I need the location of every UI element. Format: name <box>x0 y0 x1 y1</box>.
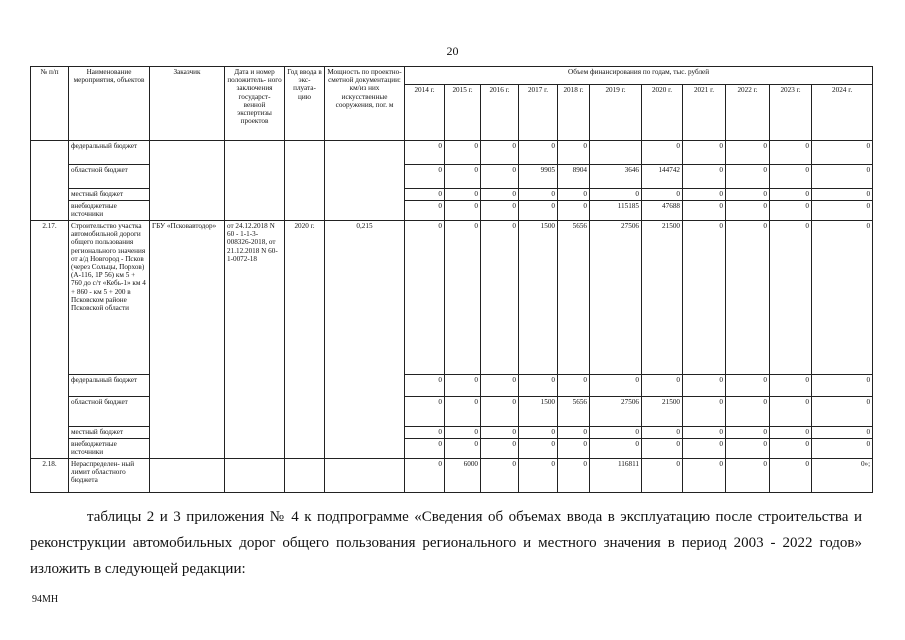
value-cell: 0 <box>405 439 445 459</box>
funding-source-label: местный бюджет <box>69 189 150 201</box>
value-cell: 0 <box>519 141 558 165</box>
customer-cell <box>150 141 225 221</box>
value-cell: 0 <box>770 397 812 427</box>
value-cell: 21500 <box>642 397 683 427</box>
value-cell: 0 <box>642 459 683 493</box>
value-cell: 5656 <box>558 397 590 427</box>
value-cell: 0 <box>445 189 481 201</box>
value-cell: 0 <box>770 375 812 397</box>
value-cell: 0 <box>770 439 812 459</box>
year-header: 2016 г. <box>481 85 519 141</box>
value-cell: 0 <box>812 375 873 397</box>
year-cell <box>285 141 325 221</box>
value-cell: 0 <box>683 189 726 201</box>
value-cell: 0 <box>445 221 481 375</box>
value-cell: 0 <box>812 189 873 201</box>
item-year: 2020 г. <box>285 221 325 459</box>
value-cell: 0 <box>481 141 519 165</box>
value-cell: 0 <box>683 375 726 397</box>
value-cell: 0 <box>445 165 481 189</box>
value-cell: 0 <box>726 459 770 493</box>
value-cell: 0 <box>683 439 726 459</box>
value-cell: 0 <box>519 189 558 201</box>
item-number: 2.17. <box>31 221 69 459</box>
value-cell: 0 <box>726 201 770 221</box>
value-cell: 0 <box>405 141 445 165</box>
value-cell: 0 <box>519 375 558 397</box>
value-cell: 116811 <box>590 459 642 493</box>
value-cell: 0 <box>770 201 812 221</box>
value-cell: 0 <box>683 221 726 375</box>
value-cell: 0 <box>481 397 519 427</box>
year-header: 2019 г. <box>590 85 642 141</box>
funding-source-label: областной бюджет <box>69 397 150 427</box>
item-customer <box>150 459 225 493</box>
value-cell <box>590 141 642 165</box>
value-cell: 27506 <box>590 221 642 375</box>
value-cell: 0 <box>405 189 445 201</box>
value-cell: 9905 <box>519 165 558 189</box>
financing-table <box>30 66 873 493</box>
footer-code: 94МН <box>32 594 59 605</box>
value-cell: 6000 <box>445 459 481 493</box>
value-cell: 0 <box>519 439 558 459</box>
value-cell: 27506 <box>590 397 642 427</box>
value-cell: 0 <box>405 375 445 397</box>
value-cell: 0 <box>481 439 519 459</box>
value-cell: 0 <box>726 141 770 165</box>
body-paragraph: таблицы 2 и 3 приложения № 4 к подпрограмме «Сведения об объемах ввода в эксплуатацию после строительства и реконструкции автомобильных дорог общего пользования регионального и местного значения в период 2003 - 2022 годов» изложить в следующей редакции: <box>30 509 862 577</box>
value-cell: 0 <box>770 189 812 201</box>
value-cell: 0 <box>558 201 590 221</box>
value-cell: 0 <box>683 165 726 189</box>
value-cell: 0 <box>812 221 873 375</box>
value-cell: 0 <box>812 427 873 439</box>
table-row <box>31 221 873 375</box>
value-cell: 0 <box>481 201 519 221</box>
value-cell: 0 <box>558 375 590 397</box>
value-cell: 8904 <box>558 165 590 189</box>
value-cell: 0 <box>519 459 558 493</box>
value-cell: 0 <box>683 427 726 439</box>
value-cell: 0 <box>445 439 481 459</box>
value-cell: 0 <box>642 427 683 439</box>
value-cell: 0 <box>481 189 519 201</box>
header-num: № п/п <box>31 67 69 141</box>
value-cell: 0 <box>445 397 481 427</box>
item-expertise: от 24.12.2018 N 60 - 1-1-3-008326-2018, от 21.12.2018 N 60-1-0072-18 <box>225 221 285 459</box>
value-cell: 0 <box>726 427 770 439</box>
value-cell: 1500 <box>519 397 558 427</box>
value-cell: 0 <box>683 141 726 165</box>
value-cell: 0 <box>726 375 770 397</box>
value-cell: 0 <box>405 201 445 221</box>
item-year <box>285 459 325 493</box>
value-cell: 0 <box>405 221 445 375</box>
value-cell: 0 <box>726 221 770 375</box>
value-cell: 0 <box>812 201 873 221</box>
year-header: 2023 г. <box>770 85 812 141</box>
value-cell: 0 <box>726 165 770 189</box>
capacity-cell <box>325 141 405 221</box>
item-expertise <box>225 459 285 493</box>
year-header: 2018 г. <box>558 85 590 141</box>
value-cell: 0 <box>642 375 683 397</box>
value-cell: 0 <box>558 439 590 459</box>
value-cell: 0 <box>812 141 873 165</box>
value-cell: 0 <box>405 459 445 493</box>
value-cell: 0 <box>558 427 590 439</box>
value-cell: 0 <box>726 439 770 459</box>
value-cell: 5656 <box>558 221 590 375</box>
value-cell: 3646 <box>590 165 642 189</box>
value-cell: 0 <box>445 427 481 439</box>
value-cell: 0 <box>812 165 873 189</box>
funding-source-label: федеральный бюджет <box>69 141 150 165</box>
value-cell: 0 <box>812 397 873 427</box>
header-name: Наименование мероприятия, объектов <box>69 67 150 141</box>
value-cell: 0 <box>481 459 519 493</box>
funding-source-label: внебюджетные источники <box>69 439 150 459</box>
year-header: 2021 г. <box>683 85 726 141</box>
value-cell: 1500 <box>519 221 558 375</box>
value-cell: 0 <box>642 439 683 459</box>
value-cell: 0 <box>590 427 642 439</box>
value-cell: 0 <box>726 189 770 201</box>
value-cell: 0 <box>519 427 558 439</box>
value-cell: 0 <box>481 165 519 189</box>
value-cell: 0 <box>683 459 726 493</box>
year-header: 2015 г. <box>445 85 481 141</box>
year-header: 2024 г. <box>812 85 873 141</box>
value-cell: 0 <box>590 439 642 459</box>
table-row <box>31 459 873 493</box>
expertise-cell <box>225 141 285 221</box>
value-cell: 0 <box>445 375 481 397</box>
page-number: 20 <box>446 44 459 58</box>
item-customer: ГБУ «Псковавтодор» <box>150 221 225 459</box>
value-cell: 0 <box>405 397 445 427</box>
year-header: 2022 г. <box>726 85 770 141</box>
value-cell: 0 <box>642 189 683 201</box>
value-cell: 47688 <box>642 201 683 221</box>
value-cell: 0 <box>683 201 726 221</box>
table-row <box>31 141 873 165</box>
value-cell: 0 <box>558 459 590 493</box>
value-cell: 0 <box>445 201 481 221</box>
item-number: 2.18. <box>31 459 69 493</box>
item-name: Строительство участка автомобильной дороги общего пользования регионального значения от а/д Новгород - Псков (через Сольцы, Порхов) (А-116, 1Р 56) км 5 + 760 до с/т «Кебь-1» км 4 + 860 - км 5 + 200 в Псковском районе Псковской области <box>69 221 150 375</box>
value-cell: 144742 <box>642 165 683 189</box>
value-cell: 0 <box>405 165 445 189</box>
funding-source-label: федеральный бюджет <box>69 375 150 397</box>
value-cell: 0 <box>445 141 481 165</box>
value-cell: 0 <box>481 375 519 397</box>
num-cell <box>31 141 69 221</box>
funding-source-label: внебюджетные источники <box>69 201 150 221</box>
value-cell: 0 <box>405 427 445 439</box>
value-cell: 0 <box>558 141 590 165</box>
funding-source-label: областной бюджет <box>69 165 150 189</box>
value-cell: 0 <box>770 221 812 375</box>
value-cell: 0 <box>558 189 590 201</box>
item-capacity: 0,215 <box>325 221 405 459</box>
value-cell: 0 <box>519 201 558 221</box>
funding-source-label: местный бюджет <box>69 427 150 439</box>
value-cell: 0 <box>642 141 683 165</box>
value-cell: 0 <box>481 427 519 439</box>
value-cell: 0 <box>770 165 812 189</box>
value-cell: 0 <box>812 439 873 459</box>
value-cell: 21500 <box>642 221 683 375</box>
item-name: Нераспределен- ный лимит областного бюджета <box>69 459 150 493</box>
year-header: 2017 г. <box>519 85 558 141</box>
value-cell: 115185 <box>590 201 642 221</box>
header-financing: Объем финансирования по годам, тыс. рублей <box>405 67 873 85</box>
value-cell: 0 <box>770 427 812 439</box>
value-cell: 0 <box>481 221 519 375</box>
header-expertise: Дата и номер положитель- ного заключения государст- венной экспертизы проектов <box>225 67 285 141</box>
value-cell: 0 <box>590 189 642 201</box>
value-cell: 0 <box>770 141 812 165</box>
header-year: Год ввода в экс- плуата- цию <box>285 67 325 141</box>
value-cell: 0 <box>770 459 812 493</box>
year-header: 2014 г. <box>405 85 445 141</box>
value-cell: 0 <box>590 375 642 397</box>
value-cell: 0 <box>683 397 726 427</box>
year-header: 2020 г. <box>642 85 683 141</box>
header-customer: Заказчик <box>150 67 225 141</box>
header-capacity: Мощность по проектно- сметной документации: км/из них искусственные сооружения, пог. м <box>325 67 405 141</box>
value-cell: 0»; <box>812 459 873 493</box>
item-capacity <box>325 459 405 493</box>
value-cell: 0 <box>726 397 770 427</box>
